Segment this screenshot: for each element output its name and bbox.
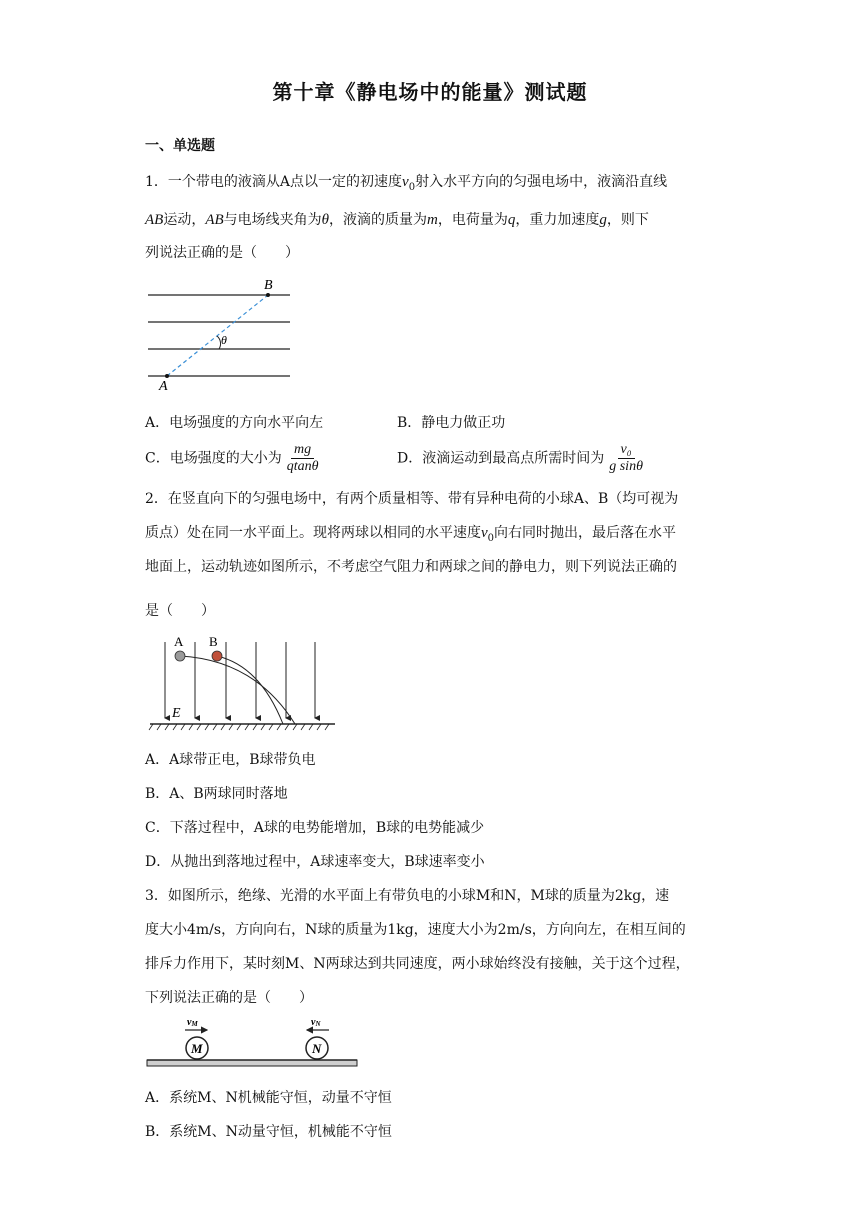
- q3-label-vm-sub: M: [191, 1020, 198, 1028]
- q1-line2: AB运动，AB与电场线夹角为θ，液滴的质量为m，电荷量为q，重力加速度g，则下: [145, 212, 649, 228]
- q1-label-b: B: [264, 278, 273, 293]
- q2-option-d: D．从抛出到落地过程中，A球速率变大，B球速率变小: [145, 854, 485, 870]
- q3-label-n: N: [312, 1041, 322, 1056]
- svg-text:vM: [187, 1017, 198, 1028]
- q3-option-b: B．系统M、N动量守恒，机械能不守恒: [145, 1124, 392, 1140]
- q2-line2: 质点）处在同一水平面上。现将两球以相同的水平速度$v_0$向右同时抛出，最后落在水平: [145, 525, 677, 544]
- page-title: 第十章《静电场中的能量》测试题: [272, 80, 588, 104]
- q3-line3: 排斥力作用下，某时刻M、N两球达到共同速度，两小球始终没有接触，关于这个过程，: [145, 956, 690, 972]
- q2-figure: [145, 632, 340, 732]
- q3-line4: 下列说法正确的是（ ）: [145, 990, 313, 1006]
- q1-line3: 列说法正确的是（ ）: [145, 245, 299, 261]
- q3-label-m: M: [191, 1041, 203, 1056]
- q3-label-vn: v: [311, 1017, 316, 1028]
- q3-label-vm: v: [187, 1017, 192, 1028]
- q1-figure: [140, 274, 300, 396]
- section-heading: 一、单选题: [145, 138, 215, 154]
- q2-line3: 地面上，运动轨迹如图所示，不考虑空气阻力和两球之间的静电力，则下列说法正确的: [145, 559, 677, 575]
- q3-line1: 3．如图所示，绝缘、光滑的水平面上有带负电的小球M和N，M球的质量为2kg，速: [145, 888, 670, 904]
- svg-text:vN: [311, 1017, 321, 1028]
- q3-option-a: A．系统M、N机械能守恒，动量不守恒: [145, 1090, 392, 1106]
- q1-label-a: A: [159, 379, 168, 394]
- q2-option-c: C．下落过程中，A球的电势能增加，B球的电势能减少: [145, 820, 485, 836]
- q1-option-a: A．电场强度的方向水平向左: [145, 415, 324, 431]
- q1-line1: 1．一个带电的液滴从A点以一定的初速度$v_0$射入水平方向的匀强电场中，液滴沿直线: [145, 174, 668, 193]
- q2-label-e: E: [172, 706, 181, 721]
- q3-figure: [145, 1012, 360, 1074]
- q2-label-b: B: [209, 634, 218, 649]
- q2-line1: 2．在竖直向下的匀强电场中，有两个质量相等、带有异种电荷的小球A、B（均可视为: [145, 491, 679, 507]
- q1-option-d: D．液滴运动到最高点所需时间为 $\frac{\text{v₀}}{\text{g sinθ}}$: [397, 442, 643, 474]
- q2-label-a: A: [174, 634, 184, 649]
- q3-line2: 度大小4m/s，方向向右，N球的质量为1kg，速度大小为2m/s，方向向左，在相互间的: [145, 922, 686, 938]
- q3-label-vn-sub: N: [315, 1020, 321, 1028]
- q1-option-c: C．电场强度的大小为 $\frac{mg}{qtan\theta}$: [145, 442, 319, 474]
- q2-line4: 是（ ）: [145, 603, 215, 619]
- q1-label-theta: θ: [221, 333, 227, 347]
- q2-option-b: B．A、B两球同时落地: [145, 786, 288, 802]
- q2-option-a: A．A球带正电，B球带负电: [145, 752, 316, 768]
- q1-option-b: B．静电力做正功: [397, 415, 506, 431]
